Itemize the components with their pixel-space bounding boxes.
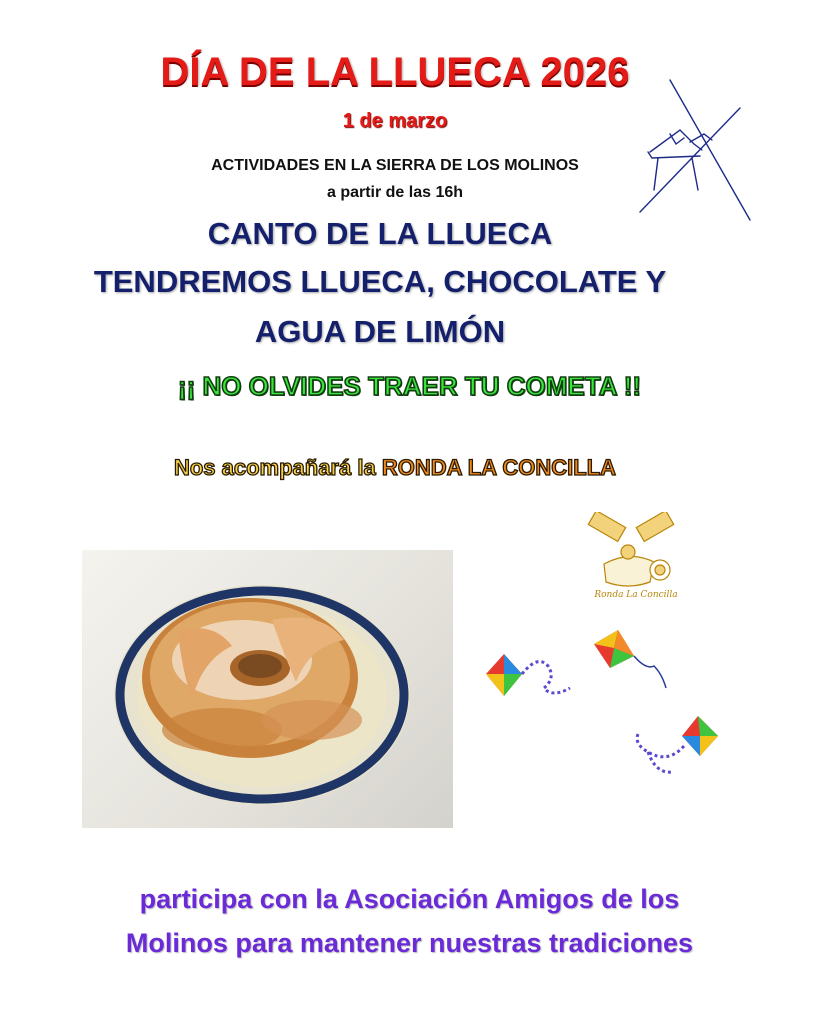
ronda-announcement bbox=[0, 455, 790, 481]
ronda-logo-text: Ronda La Concilla bbox=[594, 590, 678, 600]
kite-icon bbox=[628, 712, 722, 782]
activities-line: ACTIVIDADES EN LA SIERRA DE LOS MOLINOS bbox=[211, 157, 579, 174]
event-date: 1 de marzo bbox=[342, 110, 448, 132]
footer-line-2: Molinos para mantener nuestras tradiciones bbox=[125, 928, 694, 958]
kite-reminder: ¡¡ NO OLVIDES TRAER TU COMETA !! bbox=[177, 371, 642, 401]
event-title: DÍA DE LA LLUECA 2026 bbox=[160, 50, 630, 94]
agua-heading: AGUA DE LIMÓN bbox=[254, 314, 506, 349]
footer-line-1: participa con la Asociación Amigos de los bbox=[139, 884, 680, 914]
tendremos-heading: TENDREMOS LLUECA, CHOCOLATE Y bbox=[93, 264, 667, 299]
llueca-bread-image bbox=[82, 550, 453, 828]
windmill-icon bbox=[632, 72, 757, 222]
canto-heading: CANTO DE LA LLUECA bbox=[207, 216, 553, 251]
start-time: a partir de las 16h bbox=[326, 184, 464, 201]
ronda-name: RONDA LA CONCILLA bbox=[381, 455, 617, 480]
kite-icon bbox=[482, 644, 574, 704]
kite-icon bbox=[588, 626, 670, 692]
llueca-photo bbox=[82, 550, 453, 828]
ronda-intro: Nos acompañará la bbox=[173, 455, 376, 480]
